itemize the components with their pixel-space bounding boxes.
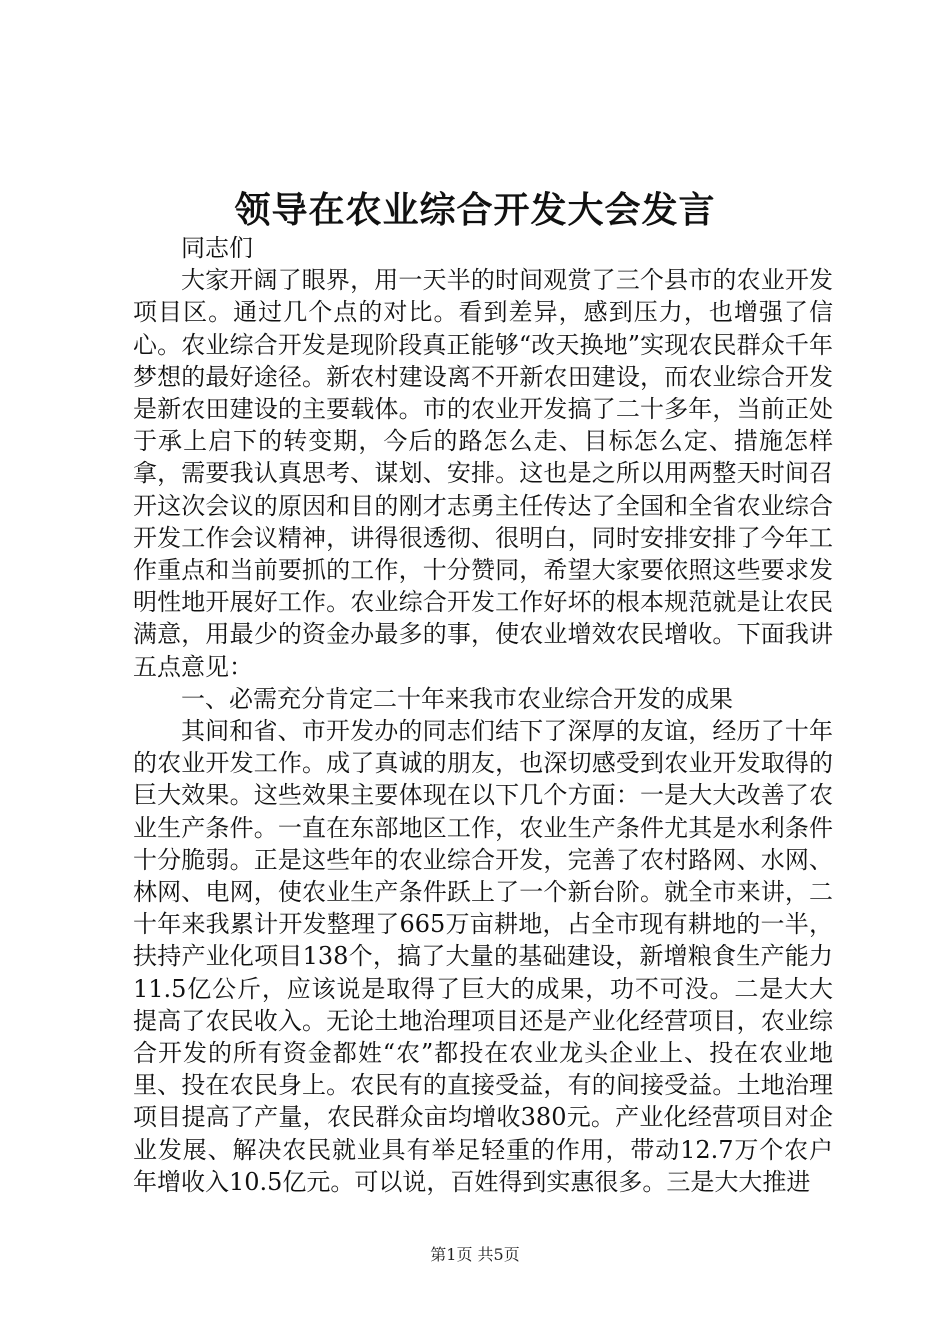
document-body (133, 232, 833, 1198)
section-heading: 一、必需充分肯定二十年来我市农业综合开发的成果 (181, 684, 733, 713)
body-paragraph: 其间和省、市开发办的同志们结下了深厚的友谊，经历了十年的农业开发工作。成了真诚的朋友，也深切感受到农业开发取得的巨大效果。这些效果主要体现在以下几个方面：一是大大改善了农业生产条件。一直在东部地区工作，农业生产条件尤其是水利条件十分脆弱。正是这些年的农业综合开发，完善了农村路网、水网、林网、电网，使农业生产条件跃上了一个新台阶。就全市来讲，二十年来我累计开发整理了665万亩耕地，占全市现有耕地的一半，扶持产业化项目138个，搞了大量的基础建设，新增粮食生产能力11.5亿公斤，应该说是取得了巨大的成果，功不可没。二是大大提高了农民收入。无论土地治理项目还是产业化经营项目，农业综合开发的所有资金都姓“农”都投在农业龙头企业上、投在农业地里、投在农民身上。农民有的直接受益，有的间接受益。土地治理项目提高了产量，农民群众亩均增收380元。产业化经营项目对企业发展、解决农民就业具有举足轻重的作用，带动12.7万个农户年增收入10.5亿元。可以说，百姓得到实惠很多。三是大大推进 (133, 717, 833, 1196)
salutation-paragraph: 同志们 (181, 234, 253, 262)
body-paragraph: 大家开阔了眼界，用一天半的时间观赏了三个县市的农业开发项目区。通过几个点的对比。看到差异，感到压力，也增强了信心。农业综合开发是现阶段真正能够“改天换地”实现农民群众千年梦想的最好途径。新农村建设离不开新农田建设，而农业综合开发是新农田建设的主要载体。市的农业开发搞了二十多年，当前正处于承上启下的转变期，今后的路怎么走、目标怎么定、措施怎样拿，需要我认真思考、谋划、安排。这也是之所以用两整天时间召开这次会议的原因和目的刚才志勇主任传达了全国和全省农业综合开发工作会议精神，讲得很透彻、很明白，同时安排安排了今年工作重点和当前要抓的工作，十分赞同，希望大家要依照这些要求发明性地开展好工作。农业综合开发工作好坏的根本规范就是让农民满意，用最少的资金办最多的事，使农业增效农民增收。下面我讲五点意见： (133, 266, 833, 681)
document-title: 领导在农业综合开发大会发言 (234, 189, 716, 231)
page-number-footer: 第1页 共5页 (430, 1245, 520, 1264)
